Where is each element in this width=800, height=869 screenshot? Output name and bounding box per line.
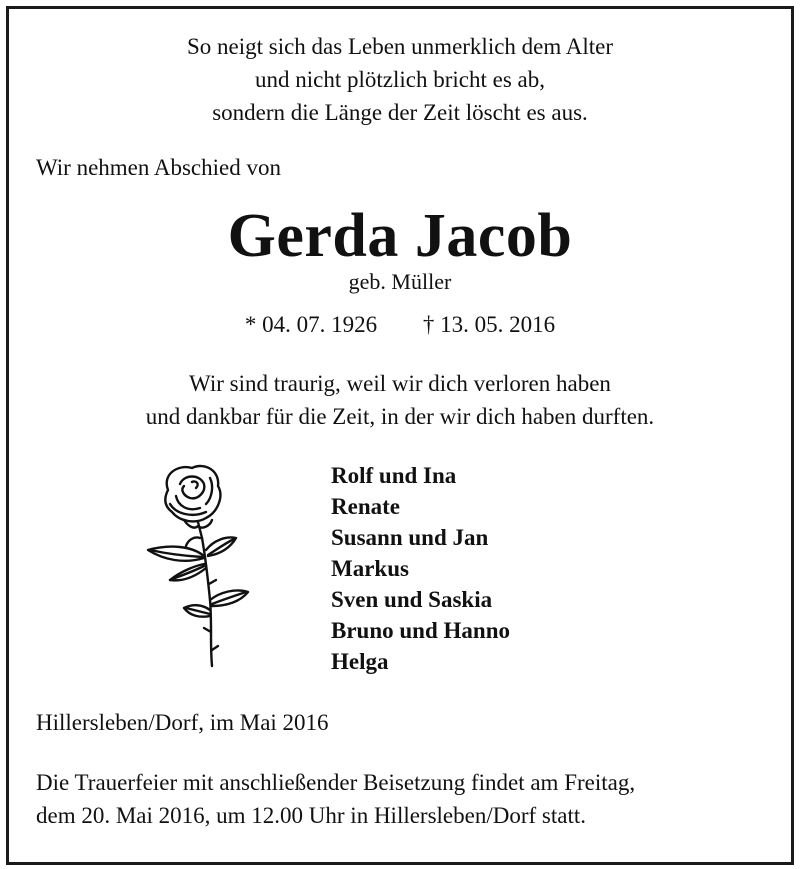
birth-date: * 04. 07. 1926 [244,312,378,337]
verse-line: und nicht plötzlich bricht es ab, [255,67,545,92]
family-member: Rolf und Ina [331,463,457,488]
funeral-line: dem 20. Mai 2016, um 12.00 Uhr in Hillersleben/Dorf statt. [36,803,587,828]
family-list [331,460,510,677]
funeral-line: Die Trauerfeier mit anschließender Beisetzung findet am Freitag, [36,770,636,795]
deceased-name: Gerda Jacob [227,202,573,270]
intro-text: Wir nehmen Abschied von [36,155,281,180]
verse-line: sondern die Länge der Zeit löscht es aus. [212,100,588,125]
verse-line: So neigt sich das Leben unmerklich dem Alter [186,34,614,59]
funeral-info [36,766,635,832]
family-member: Susann und Jan [331,525,489,550]
closing-text [0,367,800,433]
place-date: Hillersleben/Dorf, im Mai 2016 [36,710,329,735]
family-member: Bruno und Hanno [331,618,510,643]
closing-line: und dankbar für die Zeit, in der wir dich haben durften. [145,404,655,429]
family-member: Markus [331,556,409,581]
family-member: Sven und Saskia [331,587,493,612]
death-date: † 13. 05. 2016 [422,312,556,337]
rose-icon [140,460,260,672]
family-member: Helga [331,649,389,674]
closing-line: Wir sind traurig, weil wir dich verloren haben [189,371,611,396]
life-dates [0,308,800,341]
verse [0,30,800,129]
family-member: Renate [331,494,400,519]
maiden-name: geb. Müller [348,269,452,294]
